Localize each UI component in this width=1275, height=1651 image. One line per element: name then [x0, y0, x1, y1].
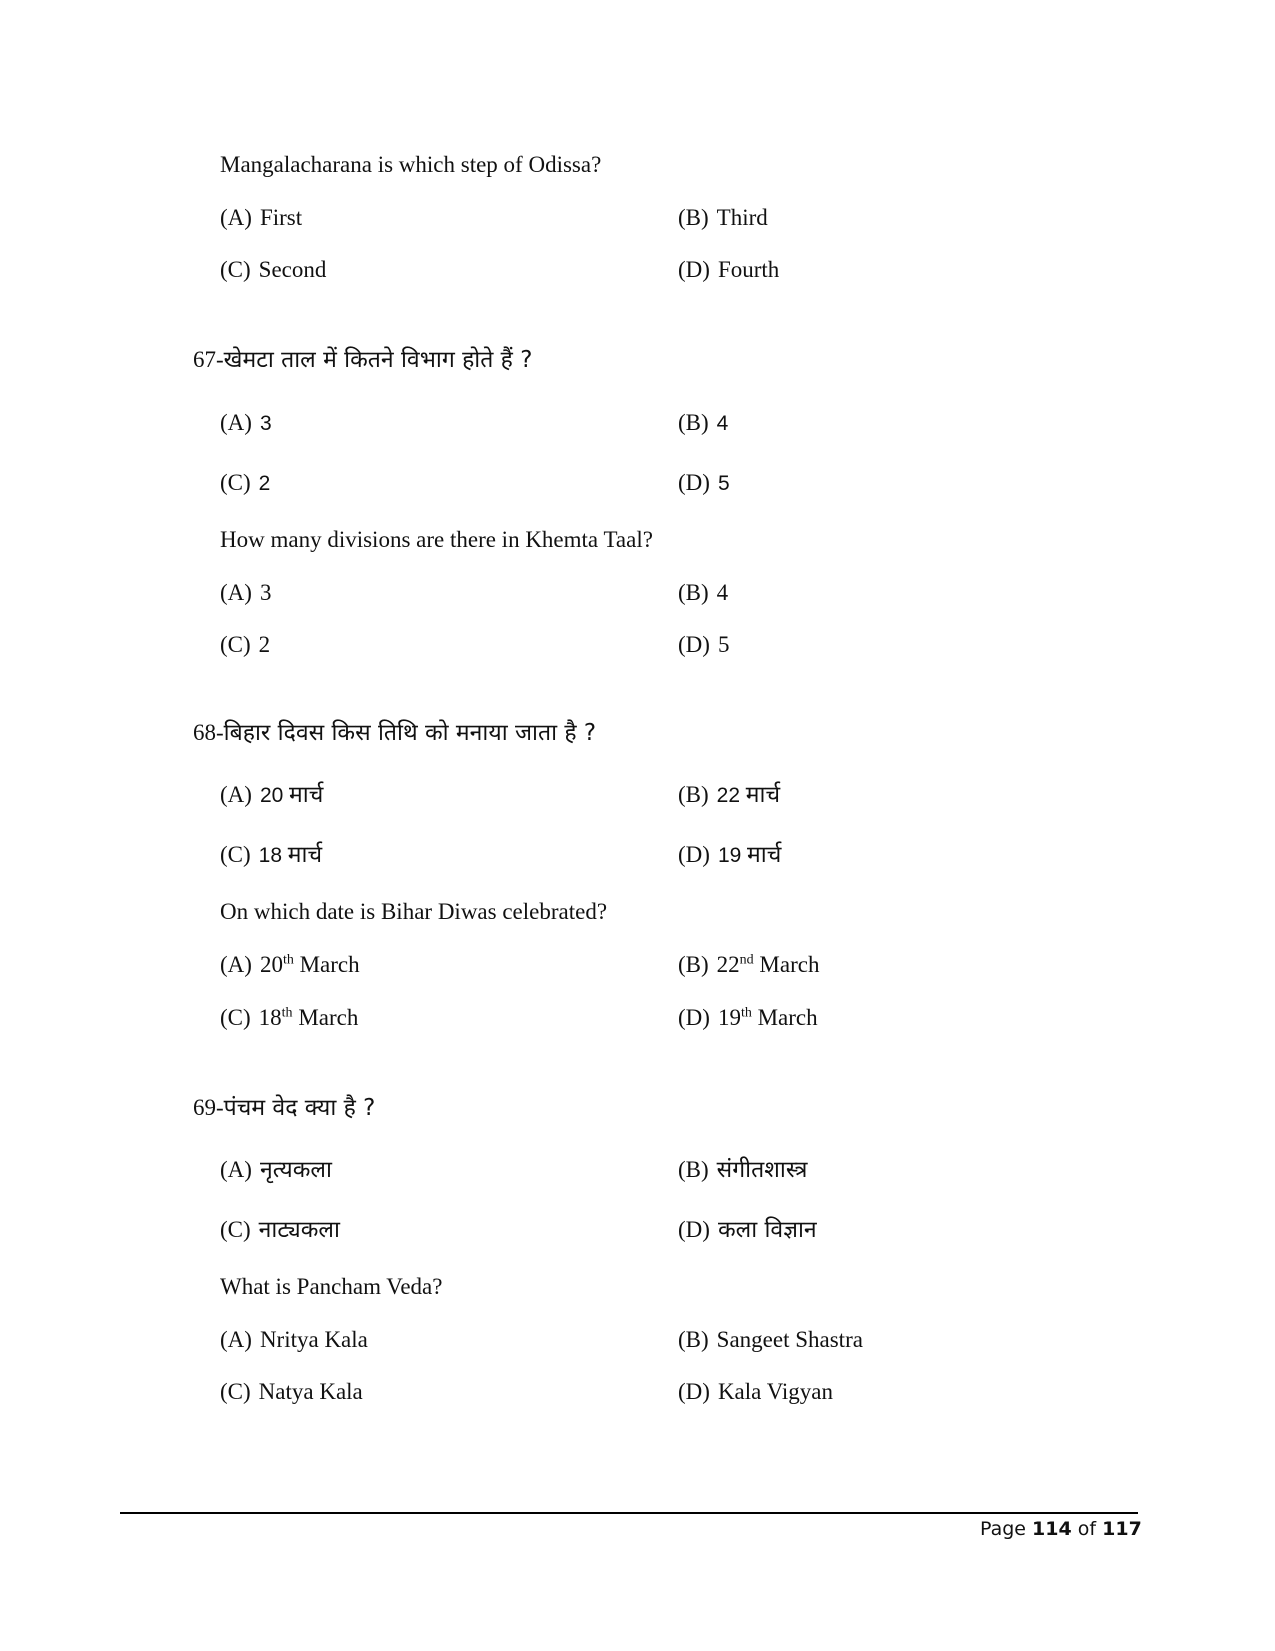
option-odissa-en-d: [678, 255, 779, 285]
page-current: 114: [1032, 1518, 1072, 1540]
option-text: March: [298, 1005, 359, 1030]
option-text: नृत्यकला: [259, 1157, 332, 1183]
option-letter: (A): [220, 205, 252, 230]
ordinal-suffix: th: [740, 1005, 752, 1021]
option-letter: (D): [678, 842, 710, 867]
question-number: 67-: [193, 347, 224, 372]
option-text: 3: [259, 412, 272, 435]
option-text: संगीतशास्त्र: [716, 1157, 808, 1183]
option-text: First: [259, 205, 303, 230]
option-69-en-d: [678, 1377, 833, 1407]
option-text: 2: [258, 472, 271, 495]
option-letter: (B): [678, 205, 709, 230]
option-69-hi-b: [678, 1155, 807, 1185]
question-odissa-en: Mangalacharana is which step of Odissa?: [220, 152, 602, 177]
option-69-en-b: [678, 1325, 863, 1355]
question-67-hi: [193, 345, 532, 375]
option-letter: (B): [678, 952, 709, 977]
option-text: 5: [717, 472, 730, 495]
option-letter: (D): [678, 257, 710, 282]
of-label: of: [1077, 1518, 1097, 1540]
option-text: मार्च: [745, 782, 781, 808]
option-number: 22: [716, 952, 740, 977]
question-68-hi: [193, 718, 596, 748]
option-69-en-c: [220, 1377, 363, 1407]
option-letter: (C): [220, 632, 251, 657]
option-67-en-d: [678, 630, 729, 660]
option-69-hi-a: [220, 1155, 332, 1185]
option-69-en-a: [220, 1325, 368, 1355]
option-letter: (D): [678, 1217, 710, 1242]
option-number: 22: [716, 784, 741, 807]
option-letter: (B): [678, 782, 709, 807]
option-text: 5: [717, 632, 730, 657]
option-number: 19: [717, 1005, 741, 1030]
option-text: Natya Kala: [258, 1379, 363, 1404]
option-number: 18: [258, 844, 283, 867]
option-text: March: [759, 952, 820, 977]
question-69-en: What is Pancham Veda?: [220, 1274, 443, 1299]
option-text: Sangeet Shastra: [716, 1327, 863, 1352]
option-68-hi-c: [220, 840, 322, 871]
question-69-hi: [193, 1093, 375, 1123]
option-letter: (B): [678, 580, 709, 605]
option-67-hi-c: [220, 468, 270, 499]
option-letter: (B): [678, 410, 709, 435]
option-odissa-en-c: [220, 255, 326, 285]
option-odissa-en-b: [678, 203, 768, 233]
option-letter: (A): [220, 580, 252, 605]
option-68-en-a: [220, 950, 360, 980]
question-number: 68-: [193, 720, 224, 745]
option-text: Fourth: [717, 257, 780, 282]
option-number: 20: [259, 952, 283, 977]
option-letter: (B): [678, 1327, 709, 1352]
option-text: 4: [716, 580, 729, 605]
question-68-en: On which date is Bihar Diwas celebrated?: [220, 899, 608, 924]
option-letter: (C): [220, 257, 251, 282]
option-text: March: [299, 952, 360, 977]
option-letter: (C): [220, 1005, 251, 1030]
option-letter: (C): [220, 1379, 251, 1404]
option-letter: (D): [678, 1005, 710, 1030]
option-text: Third: [716, 205, 768, 230]
option-text: 4: [716, 412, 729, 435]
option-text: कला विज्ञान: [717, 1217, 817, 1243]
option-text: Kala Vigyan: [717, 1379, 834, 1404]
option-68-hi-d: [678, 840, 781, 871]
option-letter: (C): [220, 1217, 251, 1242]
option-text: Second: [258, 257, 327, 282]
option-number: 18: [258, 1005, 282, 1030]
option-letter: (B): [678, 1157, 709, 1182]
option-number: 20: [259, 784, 284, 807]
option-letter: (D): [678, 470, 710, 495]
ordinal-suffix: th: [282, 952, 294, 968]
option-67-en-a: [220, 578, 271, 608]
option-letter: (A): [220, 952, 252, 977]
option-67-en-c: [220, 630, 270, 660]
option-68-en-d: [678, 1003, 818, 1033]
question-text: बिहार दिवस किस तिथि को मनाया जाता है ?: [223, 720, 597, 746]
question-text: पंचम वेद क्या है ?: [223, 1095, 376, 1121]
option-text: Nritya Kala: [259, 1327, 368, 1352]
option-letter: (C): [220, 842, 251, 867]
option-odissa-en-a: [220, 203, 302, 233]
option-text: नाट्यकला: [258, 1217, 340, 1243]
option-67-hi-a: [220, 408, 272, 439]
option-letter: (C): [220, 470, 251, 495]
option-letter: (D): [678, 1379, 710, 1404]
option-67-en-b: [678, 578, 728, 608]
option-text: मार्च: [287, 842, 323, 868]
option-text: मार्च: [289, 782, 324, 808]
page-total: 117: [1102, 1518, 1142, 1540]
option-68-en-b: [678, 950, 819, 980]
option-text: March: [757, 1005, 818, 1030]
option-69-hi-c: [220, 1215, 340, 1245]
option-text: मार्च: [747, 842, 782, 868]
option-69-hi-d: [678, 1215, 817, 1245]
option-letter: (D): [678, 632, 710, 657]
option-text: 3: [259, 580, 272, 605]
option-letter: (A): [220, 1157, 252, 1182]
ordinal-suffix: th: [281, 1005, 293, 1021]
option-letter: (A): [220, 1327, 252, 1352]
option-letter: (A): [220, 410, 252, 435]
ordinal-suffix: nd: [739, 952, 754, 968]
option-68-hi-a: [220, 780, 323, 811]
page-footer: [980, 1518, 1142, 1540]
question-number: 69-: [193, 1095, 224, 1120]
option-67-hi-d: [678, 468, 730, 499]
option-67-hi-b: [678, 408, 728, 439]
option-text: 2: [258, 632, 271, 657]
option-letter: (A): [220, 782, 252, 807]
option-68-hi-b: [678, 780, 780, 811]
question-67-en: How many divisions are there in Khemta Taal?: [220, 527, 653, 552]
option-68-en-c: [220, 1003, 358, 1033]
option-number: 19: [717, 844, 742, 867]
question-text: खेमटा ताल में कितने विभाग होते हैं ?: [223, 347, 533, 373]
page-label: Page: [980, 1518, 1026, 1540]
footer-divider: [120, 1512, 1138, 1514]
